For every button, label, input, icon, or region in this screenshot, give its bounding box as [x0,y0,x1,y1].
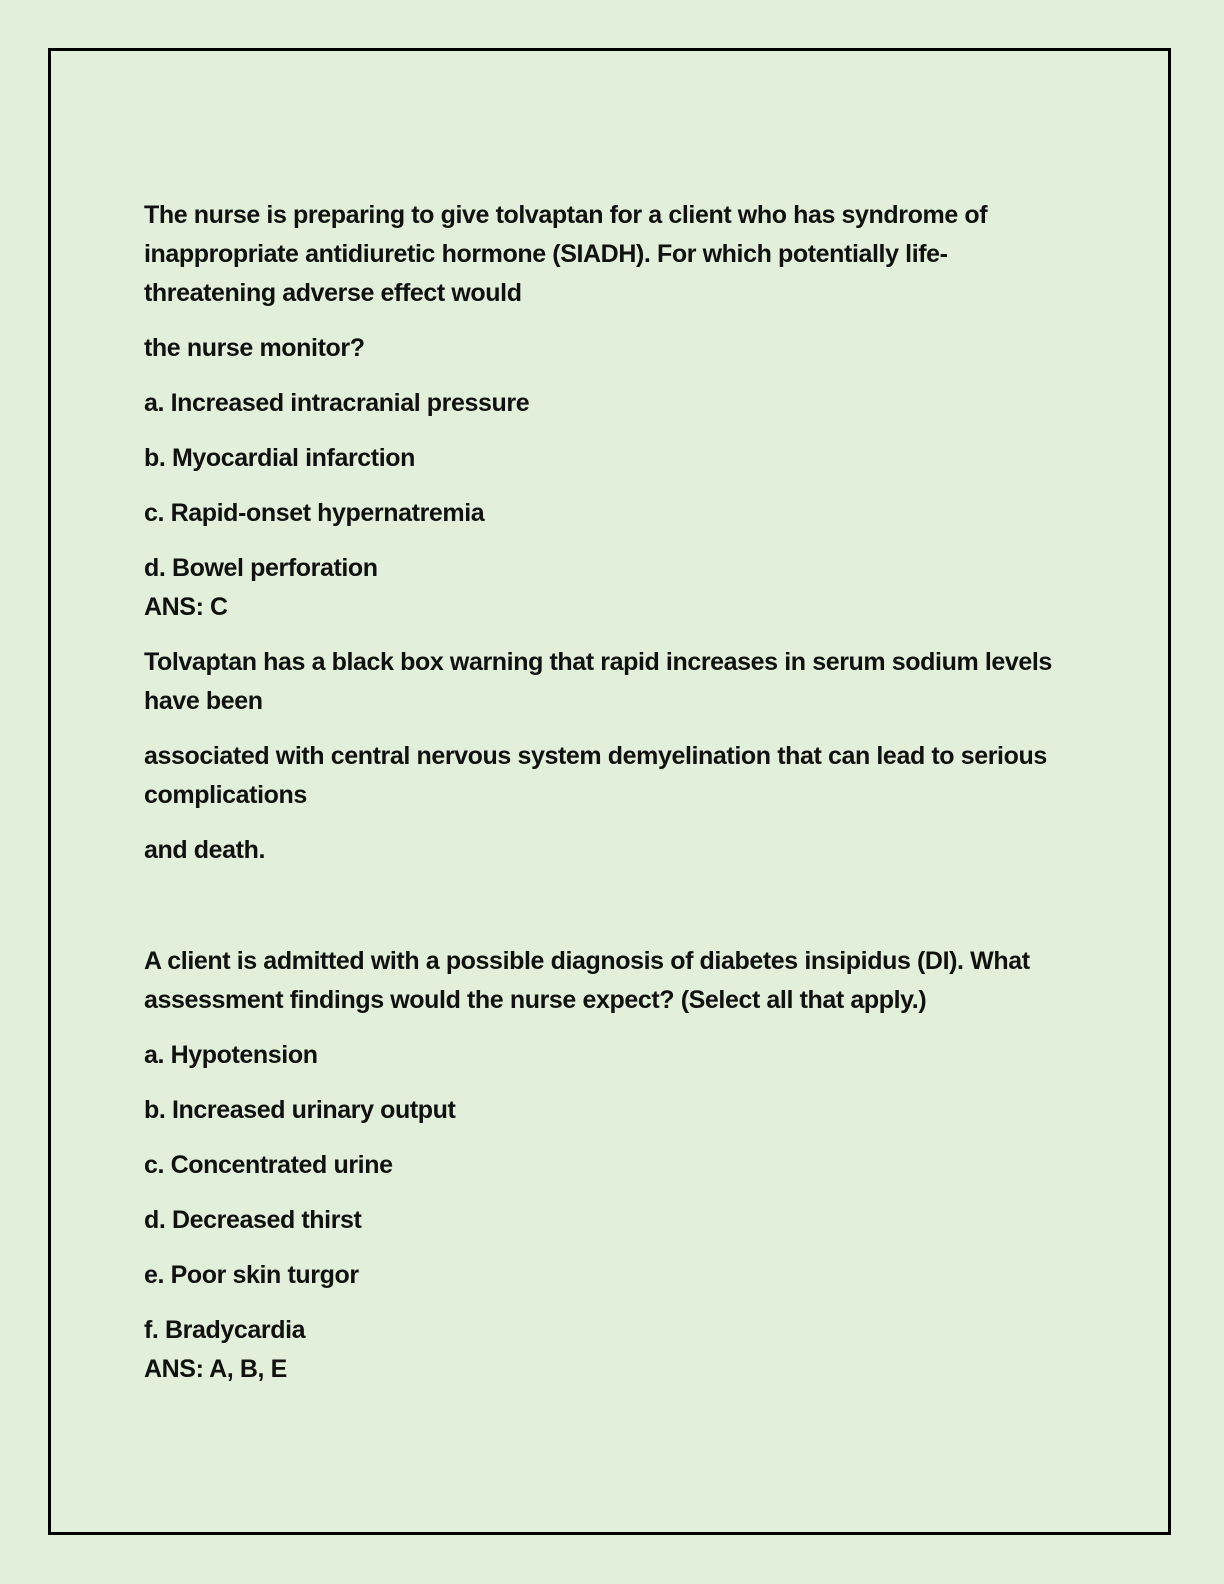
question-2 [144,942,1064,1389]
question-2-stem: A client is admitted with a possible diagnosis of diabetes insipidus (DI). What assessment findings would the nurse expect? (Select all that apply.) [144,947,1030,1014]
question-2-answer: ANS: A, B, E [144,1355,287,1383]
question-1 [144,196,1064,870]
question-2-option-f: f. Bradycardia [144,1316,306,1344]
question-1-option-d: d. Bowel perforation [144,554,378,582]
question-1-rationale-part-3: and death. [144,836,266,864]
question-1-answer: ANS: C [144,593,228,621]
question-1-rationale-part-1: Tolvaptan has a black box warning that rapid increases in serum sodium levels have been [144,648,1052,715]
question-1-rationale-part-2: associated with central nervous system demyelination that can lead to serious complications [144,742,1047,809]
question-1-stem-continued: the nurse monitor? [144,334,365,362]
question-1-option-c: c. Rapid-onset hypernatremia [144,499,485,527]
question-2-option-c: c. Concentrated urine [144,1151,393,1179]
question-2-option-a: a. Hypotension [144,1041,318,1069]
question-1-option-b: b. Myocardial infarction [144,444,416,472]
question-2-option-e: e. Poor skin turgor [144,1261,359,1289]
question-1-stem: The nurse is preparing to give tolvaptan for a client who has syndrome of inappropriate antidiuretic hormone (SIADH). For which potentially life-threatening adverse effect would [144,201,988,307]
question-1-option-a: a. Increased intracranial pressure [144,389,530,417]
question-2-option-b: b. Increased urinary output [144,1096,456,1124]
document-content [144,196,1064,1389]
question-2-option-d: d. Decreased thirst [144,1206,362,1234]
